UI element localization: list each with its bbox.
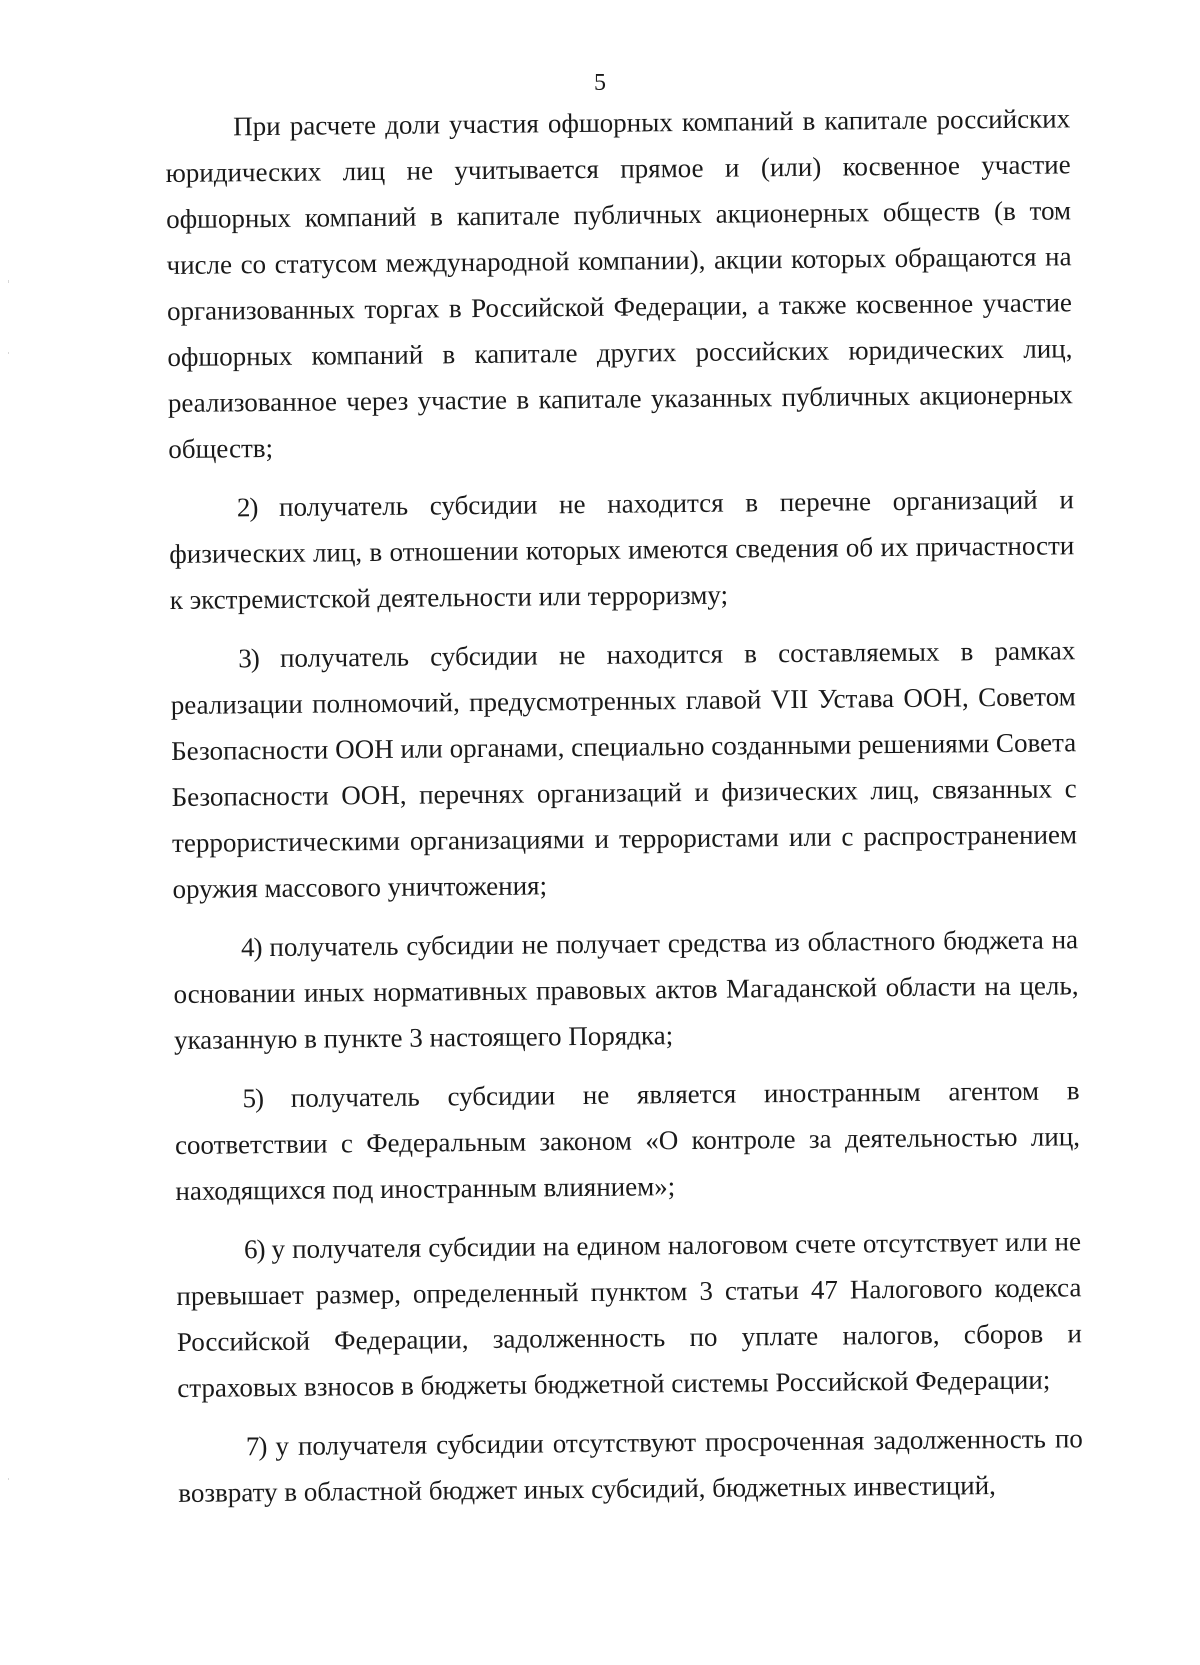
page-number: 5: [594, 70, 606, 96]
item-text: получатель субсидии не находится в перечне организаций и физических лиц, в отношении которых имеются сведения об их причастности к экстремистской деятельности или терроризму;: [169, 484, 1075, 615]
item-text: у получателя субсидии на едином налоговом счете отсутствует или не превышает размер, определенный пунктом 3 статьи 47 Налогового кодекса Российской Федерации, задолженность по уплате налогов, сборов и страховых взносов в бюджеты бюджетной системы Российской Федерации;: [176, 1226, 1082, 1403]
item-text: у получателя субсидии отсутствуют просроченная задолженность по возврату в областной бюджет иных субсидий, бюджетных инвестиций,: [178, 1423, 1083, 1508]
item-number: 6): [243, 1234, 265, 1265]
list-item-6: [176, 1218, 1083, 1411]
item-number: 3): [238, 643, 259, 674]
item-number: 2): [236, 492, 258, 523]
list-item-3: [170, 627, 1078, 912]
list-item-4: [173, 916, 1079, 1063]
list-item-5: [174, 1067, 1080, 1214]
item-number: 7): [245, 1431, 267, 1462]
item-number: 5): [242, 1083, 264, 1114]
item-text: получатель субсидии не получает средства из областного бюджета на основании иных нормативных правовых актов Магаданской области на цель, указанную в пункте 3 настоящего Порядка;: [173, 924, 1079, 1055]
item-text: получатель субсидии не находится в составляемых в рамках реализации полномочий, предусмотренных главой VII Устава ООН, Советом Безопасности ООН или органами, специально созданными решениями Совета Безопасности ООН, перечнях организаций и физических лиц, связанных с террористическими организациями и террористами или с распространением оружия массового уничтожения;: [170, 635, 1078, 904]
scan-speck: [8, 1478, 9, 1480]
document-body: [165, 95, 1084, 1529]
paragraph-text: При расчете доли участия офшорных компаний в капитале российских юридических лиц не учитывается прямое и (или) косвенное участие офшорных компаний в капитале публичных акционерных обществ (в том числе со статусом международной компании), акции которых обращаются на организованных торгах в Российской Федерации, а также косвенное участие офшорных компаний в капитале других российских юридических лиц, реализованное через участие в капитале указанных публичных акционерных обществ;: [165, 103, 1073, 464]
scan-speck: [8, 280, 9, 283]
item-text: получатель субсидии не является иностранным агентом в соответствии с Федеральным законом «О контроле за деятельностью лиц, находящихся под иностранным влиянием»;: [174, 1075, 1081, 1206]
scan-speck: [8, 352, 9, 354]
list-item-2: [169, 476, 1075, 623]
item-number: 4): [240, 932, 262, 963]
paragraph-offshore-share: [165, 95, 1073, 472]
list-item-7: [178, 1415, 1084, 1516]
